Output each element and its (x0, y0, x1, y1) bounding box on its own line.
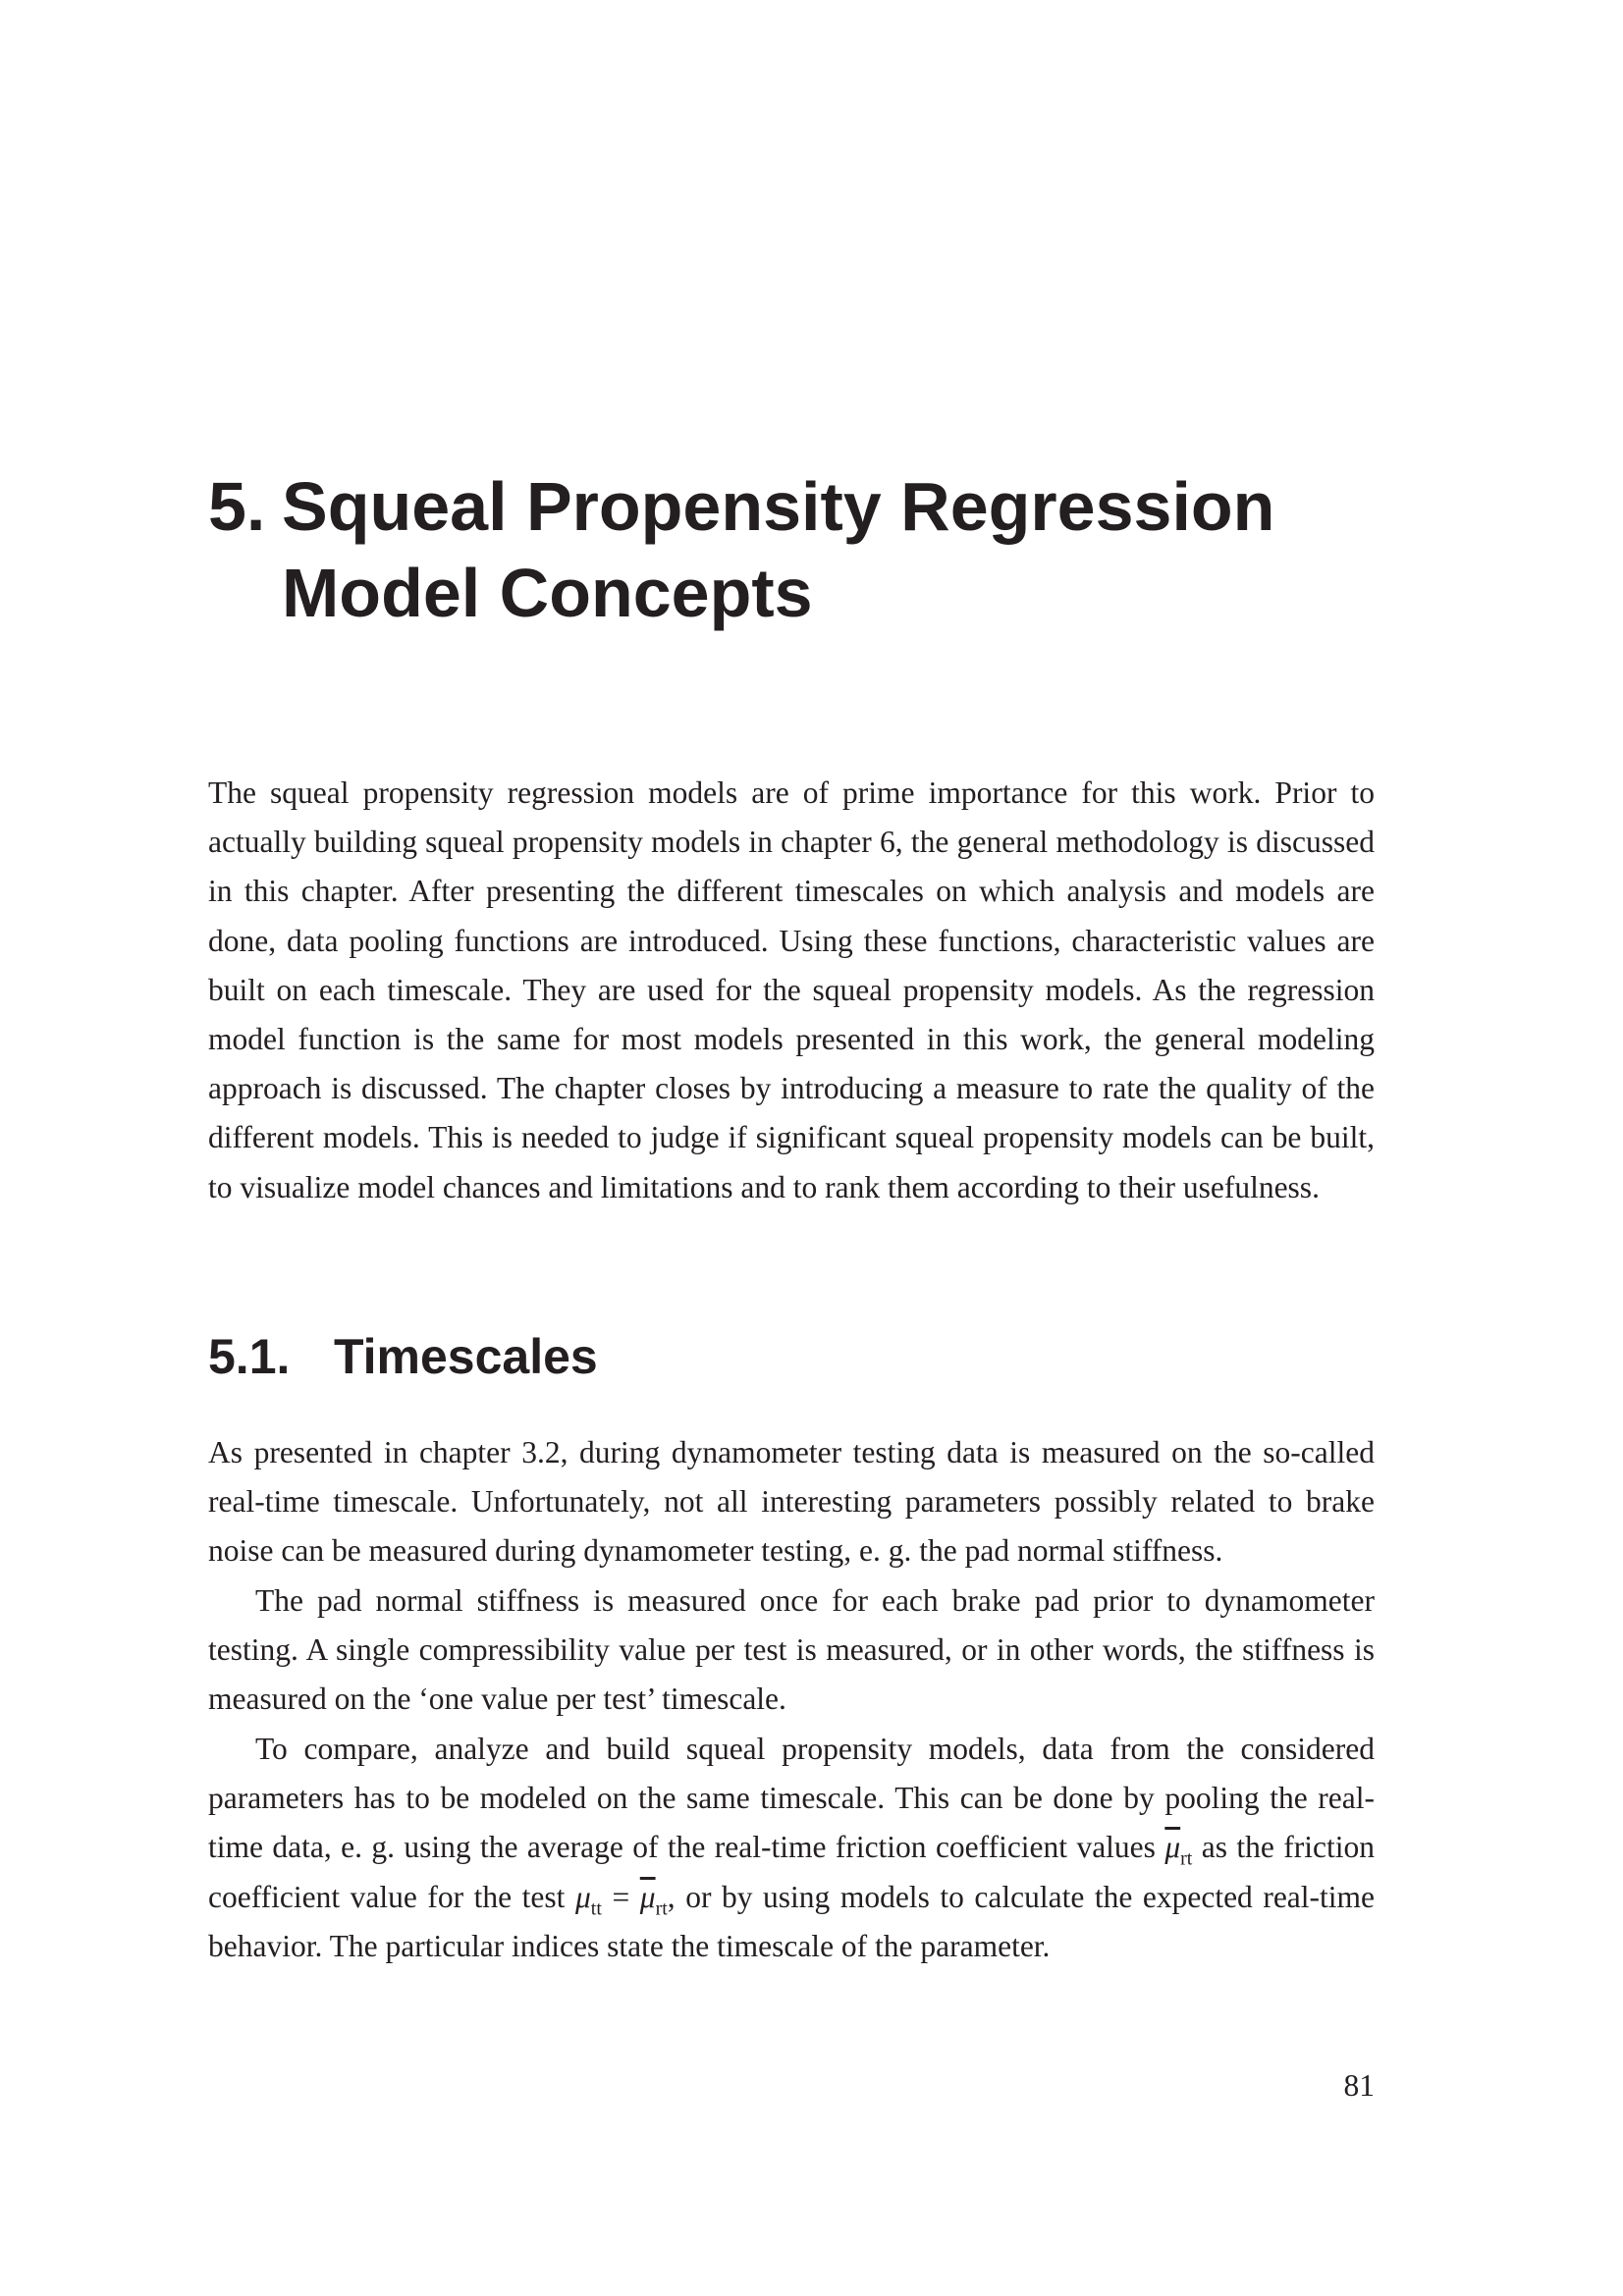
math-equals-sign: = (612, 1879, 630, 1914)
math-subscript-rt: rt (655, 1896, 668, 1919)
chapter-title-line-2: Model Concepts (282, 555, 813, 631)
section-paragraph-3 (208, 1725, 1375, 1971)
page-number: 81 (1343, 2068, 1375, 2103)
math-mu-symbol: $\overline{\mu}$ (639, 1879, 656, 1914)
section-number: 5.1. (208, 1329, 291, 1384)
paragraph-3-text-part-3: , or by using models to calculate the expected real-time behavior. The particular indices state the timescale of the parameter. (208, 1879, 1376, 1963)
math-subscript-rt: rt (1180, 1847, 1193, 1870)
math-equation (574, 1879, 668, 1919)
math-mu-symbol: $\overline{\mu}$ (1164, 1830, 1181, 1865)
section-title: Timescales (334, 1329, 598, 1384)
chapter-number: 5. (208, 468, 266, 545)
paragraph-3-text-part-1: To compare, analyze and build squeal propensity models, data from the considered parameters has to be modeled on the same timescale. This can be done by pooling the real-time data, e. g. using the average of the real-time friction coefficient values (208, 1732, 1375, 1865)
section-paragraph-2: The pad normal stiffness is measured once for each brake pad prior to dynamometer testing. A single compressibility value per test is measured, or in other words, the stiffness is measured on the ‘one value per test’ timescale. (208, 1583, 1375, 1717)
chapter-title-line-1: Squeal Propensity Regression (282, 468, 1275, 545)
math-mu-bar-rt (1164, 1830, 1193, 1870)
paragraph-3-text-part-2: as the friction coefficient value for the test (208, 1830, 1375, 1914)
math-mu-symbol: μ (574, 1879, 591, 1914)
chapter-title (208, 463, 1435, 636)
intro-paragraph: The squeal propensity regression models are of prime importance for this work. Prior to actually building squeal propensity models in chapter 6, the general methodology is discussed in this chapter. After presenting the different timescales on which analysis and models are done, data pooling functions are introduced. Using these functions, characteristic values are built on each timescale. They are used for the squeal propensity models. As the regression model function is the same for most models presented in this work, the general modeling approach is discussed. The chapter closes by introducing a measure to rate the quality of the different models. This is needed to judge if significant squeal propensity models can be built, to visualize model chances and limitations and to rank them according to their usefulness. (208, 775, 1375, 1204)
section-paragraph-1: As presented in chapter 3.2, during dynamometer testing data is measured on the so-called real-time timescale. Unfortunately, not all interesting parameters possibly related to brake noise can be measured during dynamometer testing, e. g. the pad normal stiffness. (208, 1435, 1375, 1569)
section-heading (208, 1322, 598, 1391)
math-subscript-tt: tt (590, 1896, 602, 1919)
